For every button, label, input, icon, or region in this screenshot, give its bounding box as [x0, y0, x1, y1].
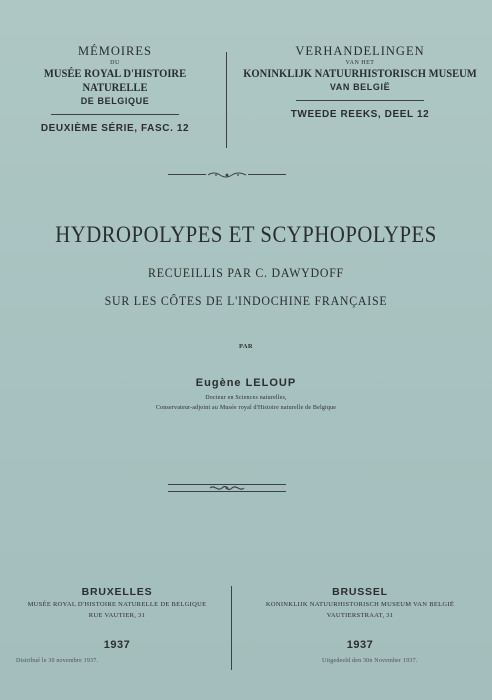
footer-right-year: 1937	[346, 639, 374, 651]
header-right-line3: KONINKLIJK NATUURHISTORISCH MUSEUM	[243, 68, 477, 80]
footer-right-institution: KONINKLIJK NATUURHISTORISCH MUSEUM VAN BELGIË	[265, 601, 455, 608]
footer-left-institution: MUSÉE ROYAL D'HISTOIRE NATURELLE DE BELGIQUE	[27, 601, 207, 608]
header-left-line1: MÉMOIRES	[78, 44, 152, 58]
header-left-series: DEUXIÈME SÉRIE, FASC. 12	[40, 123, 190, 134]
footer-right-city: BRUSSEL	[332, 586, 388, 598]
footer-brussels-fr	[8, 586, 226, 651]
document-title: HYDROPOLYPES ET SCYPHOPOLYPES	[55, 222, 437, 247]
header-french	[8, 44, 222, 134]
footer-brussel-nl	[236, 586, 484, 651]
footer-left-year: 1937	[103, 639, 131, 651]
footer-right-address: VAUTIERSTRAAT, 31	[326, 612, 394, 619]
ornament-top	[168, 171, 286, 179]
header-right-line2: VAN HET	[345, 60, 375, 66]
header-right-series: TWEEDE REEKS, DEEL 12	[290, 109, 430, 120]
subtitle-collector: RECUEILLIS PAR C. DAWYDOFF	[148, 266, 344, 280]
footer-left-address: RUE VAUTIER, 31	[88, 612, 146, 619]
footer-left-city: BRUXELLES	[81, 586, 153, 598]
author-degree: Docteur en Sciences naturelles,	[205, 395, 287, 401]
subtitle-location: SUR LES CÔTES DE L'INDOCHINE FRANÇAISE	[104, 294, 388, 308]
header-left-line4: DE BELGIQUE	[80, 96, 150, 106]
footer-divider	[231, 586, 232, 670]
distribution-date-nl: Uitgedeeld den 30n November 1937.	[322, 658, 418, 664]
flourish-icon	[206, 171, 248, 179]
header-right-rule	[296, 100, 424, 101]
header-dutch	[232, 44, 488, 120]
header-left-line3: MUSÉE ROYAL D'HISTOIRE NATURELLE	[43, 68, 187, 94]
author-name: Eugène LELOUP	[195, 377, 297, 389]
ornament-middle	[168, 484, 286, 492]
header-left-line2: DU	[110, 60, 120, 66]
distribution-date-fr: Distribué le 30 novembre 1937.	[16, 658, 99, 664]
by-label: PAR	[238, 343, 254, 350]
author-position: Conservateur-adjoint au Musée royal d'Histoire naturelle de Belgique	[155, 405, 337, 411]
header	[0, 44, 492, 154]
header-divider	[226, 52, 227, 148]
header-right-line1: VERHANDELINGEN	[295, 44, 425, 58]
header-right-line4: VAN BELGIË	[329, 82, 391, 92]
header-left-rule	[51, 114, 179, 115]
